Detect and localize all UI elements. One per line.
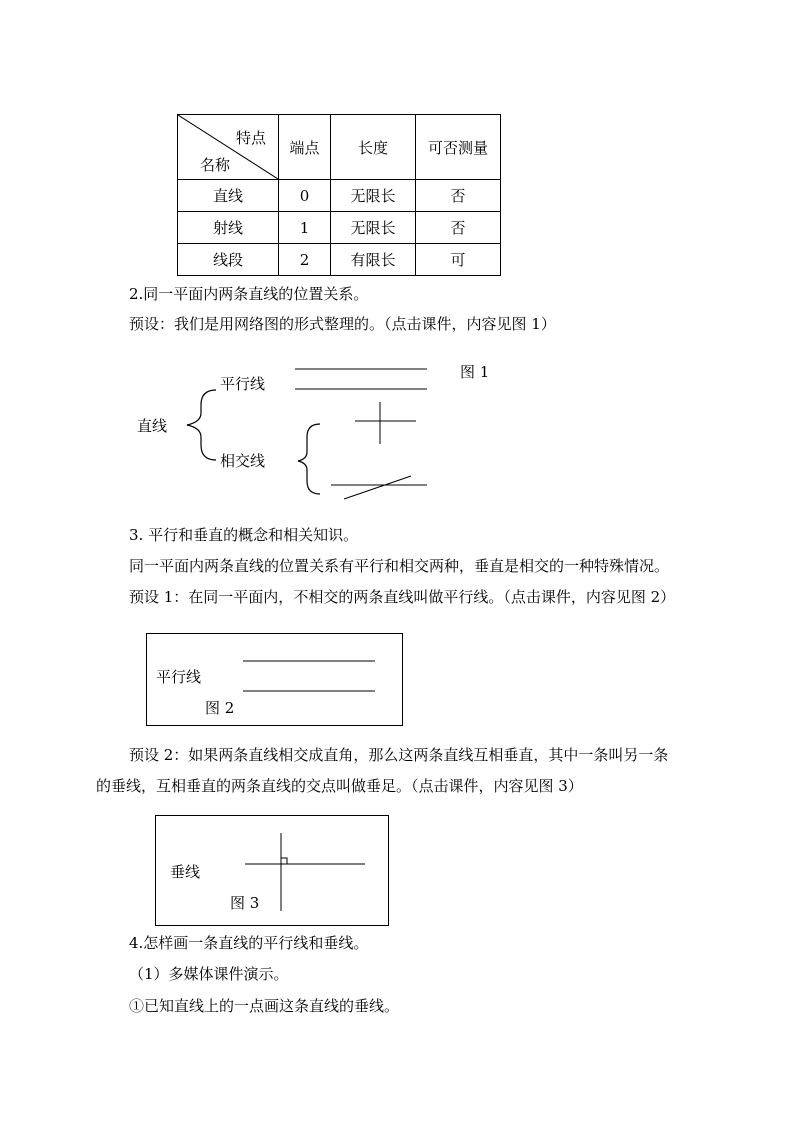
fig1-sub-brace (298, 424, 320, 494)
fig3-perpendicular (156, 816, 388, 925)
figure1-diagram (0, 0, 794, 560)
row-endpoints: 0 (279, 180, 331, 212)
preset2-line2: 的垂线，互相垂直的两条直线的交点叫做垂足。（点击课件，内容见图 3） (96, 777, 583, 795)
fig3-label: 垂线 (170, 863, 201, 881)
row-name: 直线 (178, 180, 279, 212)
fig2-caption: 图 2 (205, 699, 235, 717)
fig3-caption: 图 3 (230, 894, 260, 912)
row-endpoints: 1 (279, 212, 331, 244)
fig1-intersecting-label: 相交线 (220, 452, 266, 470)
figure2-box (146, 633, 403, 726)
section4-step1: ①已知直线上的一点画这条直线的垂线。 (129, 997, 400, 1015)
figure3-box (155, 815, 389, 926)
fig1-parallel-label: 平行线 (220, 375, 266, 393)
fig1-caption: 图 1 (460, 363, 490, 381)
fig2-parallel-lines (147, 634, 402, 725)
fig2-label: 平行线 (156, 668, 202, 686)
section2-preset: 预设：我们是用网络图的形式整理的。（点击课件，内容见图 1） (129, 315, 556, 333)
preset2-line1: 预设 2：如果两条直线相交成直角，那么这两条直线互相垂直，其中一条叫另一条 (129, 746, 669, 764)
row-name: 线段 (178, 244, 279, 276)
row-measurable: 否 (416, 212, 501, 244)
row-length: 无限长 (331, 212, 416, 244)
fig3-right-angle-mark (281, 858, 287, 864)
row-endpoints: 2 (279, 244, 331, 276)
section3-preset1: 预设 1：在同一平面内，不相交的两条直线叫做平行线。（点击课件，内容见图 2） (129, 588, 676, 606)
section3-heading: 3. 平行和垂直的概念和相关知识。 (129, 526, 359, 544)
row-length: 有限长 (331, 244, 416, 276)
section4-heading: 4.怎样画一条直线的平行线和垂线。 (129, 934, 369, 952)
section3-text: 同一平面内两条直线的位置关系有平行和相交两种，垂直是相交的一种特殊情况。 (129, 557, 670, 575)
corner-top-label: 特点 (235, 129, 266, 147)
row-name: 射线 (178, 212, 279, 244)
header-length: 长度 (331, 115, 416, 180)
fig1-root-label: 直线 (137, 417, 168, 435)
fig1-main-brace (187, 390, 216, 460)
corner-bottom-label: 名称 (200, 156, 231, 174)
row-measurable: 否 (416, 180, 501, 212)
section2-heading: 2.同一平面内两条直线的位置关系。 (129, 285, 369, 303)
header-measurable: 可否测量 (416, 115, 501, 180)
fig1-oblique-slant (344, 476, 411, 499)
section4-sub1: （1）多媒体课件演示。 (129, 965, 289, 983)
header-endpoints: 端点 (279, 115, 331, 180)
row-length: 无限长 (331, 180, 416, 212)
row-measurable: 可 (416, 244, 501, 276)
